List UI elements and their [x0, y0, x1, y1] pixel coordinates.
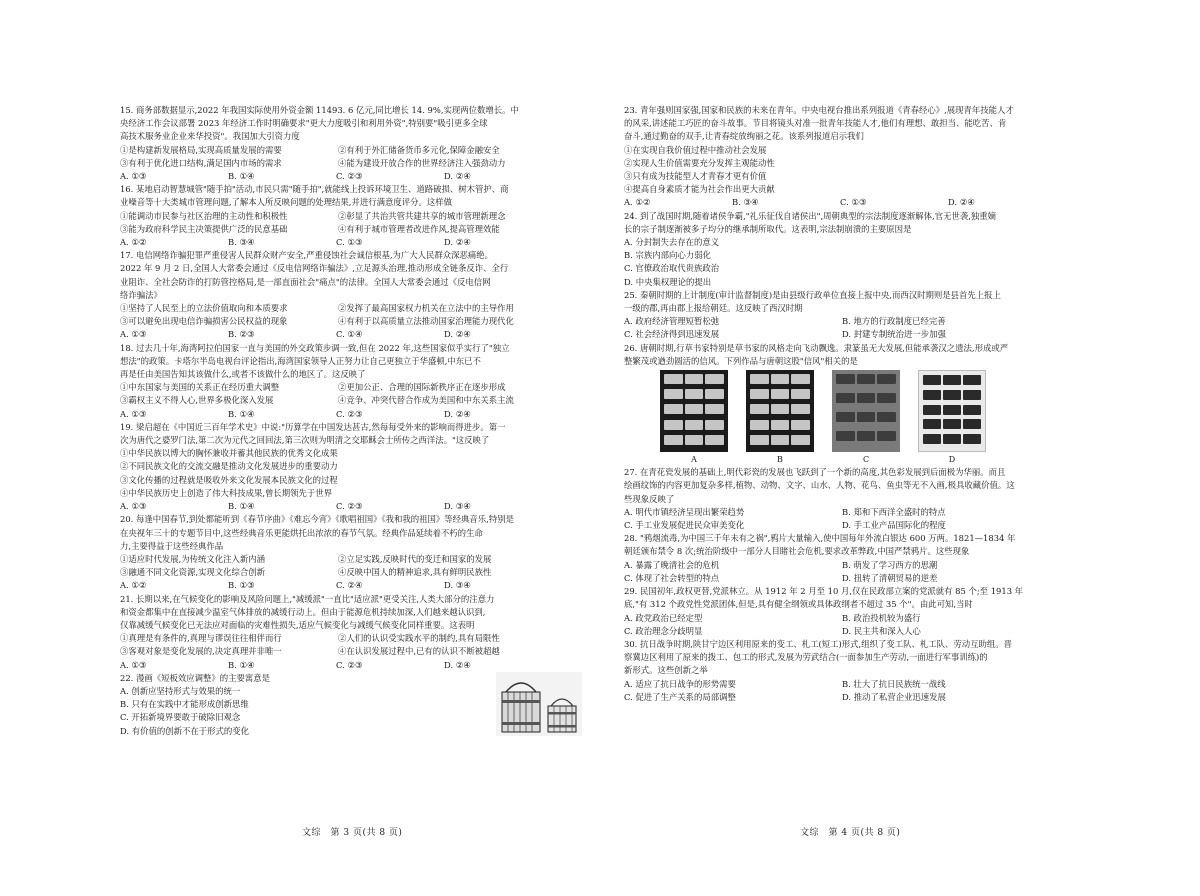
- q20-stem-1: 20. 每逢中国春节,到处都能听到《春节序曲》《难忘今宵》《歌唱祖国》《我和我的祖国》等经典音乐,特别是: [120, 514, 514, 525]
- q20-stem-3: 力,主要得益于这些经典作品: [120, 540, 224, 551]
- calligraphy-d: [918, 370, 986, 466]
- q22-option-d: D. 有价值的创新不在于形式的变化: [120, 725, 249, 736]
- q15-item-4: ④能为建设开放合作的世界经济注入强劲动力: [338, 157, 506, 168]
- q28-stem-2: 朝廷颁布禁令 8 次;统治阶级中一部分人目睹社会危机,要求改革弊政,中国严禁鸦片。这些现象: [624, 546, 970, 557]
- calligraphy-a-label: A: [691, 455, 697, 465]
- question-15: [120, 104, 588, 183]
- q20-choice-d: D. ③④: [444, 580, 471, 591]
- q18-choice-c: C. ②③: [336, 408, 363, 419]
- q24-option-d: D. 中央集权理论的提出: [624, 276, 712, 287]
- q18-item-2: ②更加公正、合理的国际新秩序正在逐步形成: [338, 382, 506, 393]
- q30-stem-2: 察冀边区利用了原来的拨工、包工的形式,发展为劳武结合(一面参加生产劳动,一面进行军事训练)的: [624, 652, 988, 663]
- q20-choice-b: B. ①③: [228, 580, 255, 591]
- q23-stem-3: 奋斗,通过勤奋的双手,让青春绽放绚丽之花。该系列报道启示我们: [624, 131, 864, 142]
- q21-item-2: ②人们的认识受实践水平的制约,具有局限性: [338, 633, 500, 644]
- question-24: [624, 210, 1094, 289]
- q17-item-2: ②发挥了最高国家权力机关在立法中的主导作用: [338, 303, 514, 314]
- q17-choice-d: D. ②④: [444, 329, 471, 340]
- calligraphy-d-label: D: [948, 455, 956, 465]
- q28-choice-d: D. 扭转了清朝贸易的逆差: [842, 572, 938, 583]
- q16-choice-b: B. ③④: [228, 237, 255, 248]
- question-27: [624, 466, 1094, 532]
- q27-choice-c: C. 手工业发展促进民众审美变化: [624, 520, 745, 531]
- q24-option-a: A. 分封制失去存在的意义: [624, 237, 720, 248]
- page-footer-left: 文综 第 3 页(共 8 页): [302, 828, 403, 838]
- question-19: [120, 421, 588, 513]
- q20-choice-c: C. ②④: [336, 580, 363, 591]
- q27-stem-2: 绘画纹饰的内容更加复杂多样,植物、动物、文字、山水、人物、花鸟、鱼虫等无不入画,极具收藏价值。这: [624, 480, 1015, 491]
- calligraphy-a: [660, 370, 728, 466]
- question-20: [120, 513, 588, 592]
- q16-choice-a: A. ①②: [120, 237, 147, 248]
- q25-choice-c: C. 社会经济得到迅速发展: [624, 329, 720, 340]
- q15-stem-3: 高技术服务业企业来华投资"。我国加大引资力度: [120, 131, 300, 142]
- q18-choice-a: A. ①③: [120, 408, 147, 419]
- q27-choice-a: A. 明代市镇经济呈现出繁荣趋势: [624, 506, 745, 517]
- q16-item-3: ③能为政府科学民主决策提供广泛的民意基础: [120, 223, 288, 234]
- q21-choice-b: B. ①④: [228, 659, 255, 670]
- q18-choice-b: B. ①④: [228, 408, 255, 419]
- q28-choice-a: A. 暴露了晚清社会的危机: [624, 559, 720, 570]
- q17-item-4: ④有利于以高质量立法推动国家治理能力现代化: [338, 316, 514, 327]
- q19-choice-d: D. ③④: [444, 501, 471, 512]
- q17-choice-c: C. ①④: [336, 329, 363, 340]
- calligraphy-b-label: B: [777, 455, 783, 465]
- calligraphy-images: [624, 370, 1094, 466]
- q21-choice-a: A. ①③: [120, 659, 147, 670]
- q16-choices: [120, 236, 588, 249]
- question-29: [624, 585, 1094, 638]
- q18-stem-2: 想法"的政策。卡塔尔半岛电视台评论指出,海湾国家领导人正努力让自己更独立于华盛顿,中东已不: [120, 355, 481, 366]
- q21-item-4: ④在认识发展过程中,已有的认识不断被超越: [338, 646, 500, 657]
- q27-choices: [624, 506, 1094, 532]
- q21-stem-1: 21. 长期以来,在气候变化的影响及风险问题上,"减缓派"一直比"适应派"更受关注,人类大部分的注意力: [120, 593, 495, 604]
- q26-stem-1: 26. 唐朝时期,行草书家特别是草书家的风格走向飞动飘逸。隶篆虽无大发展,但能承袭汉之遗法,形成或严: [624, 342, 1009, 353]
- q23-choice-d: D. ②④: [948, 197, 975, 208]
- q20-item-2: ②立足实践,反映时代的变迁和国家的发展: [338, 553, 492, 564]
- q21-choice-d: D. ②④: [444, 659, 471, 670]
- q15-choices: [120, 170, 588, 183]
- q19-item-3: ③文化传播的过程就是吸收外来文化发展本民族文化的过程: [120, 474, 338, 485]
- q29-stem-2: 底,"有 312 个政党性党派团体,但是,具有健全纲领或具体政纲者不超过 35 个"。由此可知,当时: [624, 599, 973, 610]
- q23-stem-2: 的风采,讲述能工巧匠的奋斗故事。节目将镜头对准一批青年技能人才,他们有理想、敢担当、能吃苦、肯: [624, 118, 1007, 129]
- q18-item-4: ④竞争、冲突代替合作成为美国和中东关系主流: [338, 395, 514, 406]
- q27-stem-1: 27. 在青花瓷发展的基础上,明代彩瓷的发展也飞跃到了一个新的高度,其色彩发展到后面极为华丽。而且: [624, 467, 1006, 478]
- q17-items: [120, 302, 588, 328]
- q17-stem-2: 2022 年 9 月 2 日,全国人大常委会通过《反电信网络诈骗法》,立足源头治理,推动形成全链条反诈、全行: [120, 263, 509, 274]
- q18-choices: [120, 408, 588, 421]
- q30-choice-c: C. 促进了生产关系的局部调整: [624, 691, 736, 702]
- q18-stem-3: 再是任由美国告知其该做什么,或者不该做什么的地区了。这反映了: [120, 369, 366, 380]
- q19-items: [120, 447, 588, 500]
- q27-choice-b: B. 郑和下西洋全盛时的特点: [842, 506, 946, 517]
- q25-stem-2: 一级的郡,再由郡上报给朝廷。这反映了西汉时期: [624, 303, 803, 314]
- q22-option-a: A. 创新应坚持形式与效果的统一: [120, 685, 241, 696]
- q19-stem-2: 次为唐代之婆罗门法,第二次为元代之回回法,第三次则为明清之交耶稣会士所传之西洋法。"这反映了: [120, 435, 490, 446]
- q16-choice-d: D. ②④: [444, 237, 471, 248]
- question-23: [624, 104, 1094, 210]
- q30-stem-3: 新形式。这些创新之举: [624, 665, 708, 676]
- q25-stem-1: 25. 秦朝时期的上计制度(审计监督制度)是由县级行政单位直接上报中央,而西汉时期则是县首先上报上: [624, 289, 1001, 300]
- q16-item-2: ②彰显了共治共管共建共享的城市管理新理念: [338, 210, 506, 221]
- q27-stem-3: 些现象反映了: [624, 493, 675, 504]
- q29-stem-1: 29. 民国初年,政权更替,党派林立。从 1912 年 2 月至 10 月,仅在民政部立案的党派就有 85 个;至 1913 年: [624, 586, 1024, 597]
- q19-item-4: ④中华民族历史上创造了伟大科技成果,曾长期领先于世界: [120, 487, 333, 498]
- q22-stem: 22. 漫画《短板效应调整》的主要寓意是: [120, 672, 270, 683]
- q18-item-3: ③霸权主义不得人心,世界多极化深入发展: [120, 395, 274, 406]
- calligraphy-c: [832, 370, 900, 466]
- q17-stem-4: 络诈骗法》: [120, 289, 162, 300]
- q17-stem-1: 17. 电信网络诈骗犯罪严重侵害人民群众财产安全,严重侵蚀社会诚信根基,为广大人民群众深恶痛绝。: [120, 250, 494, 261]
- q23-choice-b: B. ③④: [732, 197, 759, 208]
- q23-item-3: ③只有成为技能型人才青春才更有价值: [624, 171, 767, 182]
- q29-choice-d: D. 民主共和深入人心: [842, 625, 921, 636]
- q28-choices: [624, 559, 1094, 585]
- q29-choice-b: B. 政治投机较为盛行: [842, 612, 921, 623]
- q29-choice-a: A. 政党政治已经定型: [624, 612, 703, 623]
- question-17: [120, 249, 588, 341]
- q19-choice-a: A. ①③: [120, 501, 147, 512]
- q20-items: [120, 553, 588, 579]
- q28-choice-c: C. 体现了社会转型的特点: [624, 572, 720, 583]
- q15-item-3: ③有利于优化进口结构,满足国内市场的需求: [120, 157, 282, 168]
- q28-choice-b: B. 萌发了学习西方的思潮: [842, 559, 938, 570]
- q19-choice-c: C. ②③: [336, 501, 363, 512]
- q16-items: [120, 210, 588, 236]
- q15-items: [120, 144, 588, 170]
- q19-stem-1: 19. 梁启超在《中国近三百年学术史》中说:"历算学在中国发达甚古,然每每受外来的影响而得进步。第一: [120, 421, 506, 432]
- q18-item-1: ①中东国家与美国的关系正在经历重大调整: [120, 382, 280, 393]
- q19-choice-b: B. ①④: [228, 501, 255, 512]
- q21-stem-3: 仅靠减缓气候变化已无法应对面临的灾难性损失,适应气候变化与减缓气候变化同样重要。这表明: [120, 619, 475, 630]
- q27-choice-d: D. 手工业产品国际化的程度: [842, 520, 946, 531]
- left-column: [120, 104, 588, 738]
- q23-choice-c: C. ①③: [840, 197, 867, 208]
- q22-option-c: C. 开拓新境界要敢于破除旧观念: [120, 712, 241, 723]
- q26-stem-2: 整繁茂或遒劲圆活的信风。下列作品与唐朝这股"信风"相关的是: [624, 355, 858, 366]
- q21-items: [120, 632, 588, 658]
- q18-items: [120, 381, 588, 407]
- q30-choice-a: A. 适应了抗日战争的形势需要: [624, 678, 736, 689]
- q20-stem-2: 在央视年三十的专题节目中,这些经典音乐更能烘托出浓浓的春节气氛。经典作品延续着不朽的生命: [120, 527, 483, 538]
- q25-choice-a: A. 政府经济管理短暂松弛: [624, 316, 720, 327]
- q17-stem-3: 业阻诈、全社会防诈的打防管控格局,是一部直面社会"痛点"的法律。全国人大常委会通过《反电信网: [120, 276, 491, 287]
- question-22: [120, 672, 588, 738]
- q23-choice-a: A. ①②: [624, 197, 651, 208]
- q17-choices: [120, 328, 588, 341]
- q20-choice-a: A. ①②: [120, 580, 147, 591]
- q30-stem-1: 30. 抗日战争时期,陕甘宁边区利用原来的变工、札工(短工)形式,组织了变工队、札工队、劳动互助组。晋: [624, 638, 1012, 649]
- question-21: [120, 593, 588, 672]
- q20-item-1: ①适应时代发展,为传统文化注入新内涵: [120, 553, 266, 564]
- cartoon-buckets-image: [496, 672, 582, 736]
- q15-choice-a: A. ①③: [120, 171, 147, 182]
- q15-item-2: ②有利于外汇储备货币多元化,保障金融安全: [338, 144, 500, 155]
- q23-item-1: ①在实现自我价值过程中推动社会发展: [624, 144, 767, 155]
- q16-stem-2: 业噪音等十大类城市管理问题,了解本人所反映问题的处理结果,并进行满意度评分。这样做: [120, 197, 452, 208]
- q19-choices: [120, 500, 588, 513]
- question-18: [120, 342, 588, 421]
- calligraphy-b-image: [746, 370, 814, 452]
- q15-stem-1: 15. 商务部数据显示,2022 年我国实际使用外资金额 11493. 6 亿元,同比增长 14. 9%,实现两位数增长。中: [120, 105, 519, 115]
- calligraphy-c-image: [832, 370, 900, 452]
- q30-choices: [624, 678, 1094, 704]
- calligraphy-d-image: [918, 370, 986, 452]
- q20-item-3: ③融通不同文化资源,实现文化综合创新: [120, 567, 266, 578]
- right-column: [624, 104, 1094, 704]
- q25-choices: [624, 315, 1094, 341]
- q15-choice-d: D. ②④: [444, 171, 471, 182]
- q23-item-4: ④提高自身素质才能为社会作出更大贡献: [624, 184, 775, 195]
- q16-item-1: ①能调动市民参与社区治理的主动性和积极性: [120, 210, 288, 221]
- q25-choice-d: D. 封建专制统治进一步加强: [842, 329, 946, 340]
- question-30: [624, 638, 1094, 704]
- q21-stem-2: 和资金都集中在直接减少温室气体排放的减缓行动上。但由于能源危机持续加深,人们越来越认识到,: [120, 606, 486, 617]
- q28-stem-1: 28. "鸦烟流毒,为中国三千年未有之祸",鸦片大量输入,使中国每年外流白银达 600 万两。1821—1834 年: [624, 533, 1016, 544]
- q24-stem-1: 24. 到了战国时期,随着诸侯争霸,"礼乐征伐自诸侯出",周朝典型的宗法制度逐渐解体,官无世袭,独重嫡: [624, 210, 996, 221]
- page-footer-right: 文综 第 4 页(共 8 页): [800, 828, 901, 838]
- q21-item-3: ③客观对象是变化发展的,决定真理并非唯一: [120, 646, 282, 657]
- q29-choices: [624, 612, 1094, 638]
- q23-choices: [624, 196, 1094, 209]
- q17-choice-a: A. ①③: [120, 329, 147, 340]
- q22-option-b: B. 只有在实践中才能形成创新思维: [120, 699, 249, 710]
- q19-item-1: ①中华民族以博大的胸怀兼收并蓄其他民族的优秀文化成果: [120, 448, 338, 459]
- q17-item-1: ①坚持了人民至上的立法价值取向和本质要求: [120, 303, 288, 314]
- q24-stem-2: 长的宗子制逐渐被多子均分的继承制所取代。这表明,宗法制崩溃的主要原因是: [624, 223, 912, 234]
- calligraphy-c-label: C: [862, 455, 870, 465]
- q20-item-4: ④反映中国人的精神追求,具有鲜明民族性: [338, 567, 492, 578]
- question-25: [624, 289, 1094, 342]
- q15-choice-b: B. ①④: [228, 171, 255, 182]
- q16-item-4: ④有利于城市管理者改进作风,提高管理效能: [338, 223, 500, 234]
- q17-choice-b: B. ②③: [228, 329, 255, 340]
- q30-choice-d: D. 推动了私营企业迅速发展: [842, 691, 946, 702]
- q21-choice-c: C. ②③: [336, 659, 363, 670]
- q21-item-1: ①真理是有条件的,真理与谬误往往相伴而行: [120, 633, 282, 644]
- q24-option-b: B. 宗族内部向心力弱化: [624, 250, 711, 261]
- q23-stem-1: 23. 青年强则国家强,国家和民族的未来在青年。中央电视台推出系列报道《青春经心》,展现青年技能人才: [624, 105, 1014, 115]
- q25-choice-b: B. 地方的行政制度已经完善: [842, 316, 946, 327]
- q17-item-3: ③可以避免出现电信诈骗损害公民权益的现象: [120, 316, 288, 327]
- calligraphy-b: [746, 370, 814, 466]
- q21-choices: [120, 659, 588, 672]
- q16-choice-c: C. ①③: [336, 237, 363, 248]
- q15-stem-2: 央经济工作会议部署 2023 年经济工作时明确要求"更大力度吸引和利用外资",特别要"吸引更多全球: [120, 118, 488, 129]
- q16-stem-1: 16. 某地启动智慧城管"随手拍"活动,市民只需"随手拍",就能线上投诉环境卫生、道路破损、树木管护、商: [120, 184, 509, 195]
- q18-stem-1: 18. 过去几十年,海湾阿拉伯国家一直与美国的外交政策步调一致,但在 2022 年,这些国家似乎实行了"独立: [120, 342, 510, 353]
- q29-choice-c: C. 政治理念分歧明显: [624, 625, 703, 636]
- q15-item-1: ①是构建新发展格局,实现高质量发展的需要: [120, 144, 282, 155]
- q24-option-c: C. 官僚政治取代贵族政治: [624, 263, 720, 274]
- question-26: [624, 342, 1094, 467]
- q15-choice-c: C. ②③: [336, 171, 363, 182]
- q30-choice-b: B. 壮大了抗日民族统一战线: [842, 678, 946, 689]
- question-16: [120, 183, 588, 249]
- q19-item-2: ②不同民族文化的交流交融是推动文化发展进步的重要动力: [120, 461, 338, 472]
- q23-item-2: ②实现人生价值需要充分发挥主观能动性: [624, 157, 775, 168]
- question-28: [624, 532, 1094, 585]
- q18-choice-d: D. ②④: [444, 408, 471, 419]
- calligraphy-a-image: [660, 370, 728, 452]
- q20-choices: [120, 579, 588, 592]
